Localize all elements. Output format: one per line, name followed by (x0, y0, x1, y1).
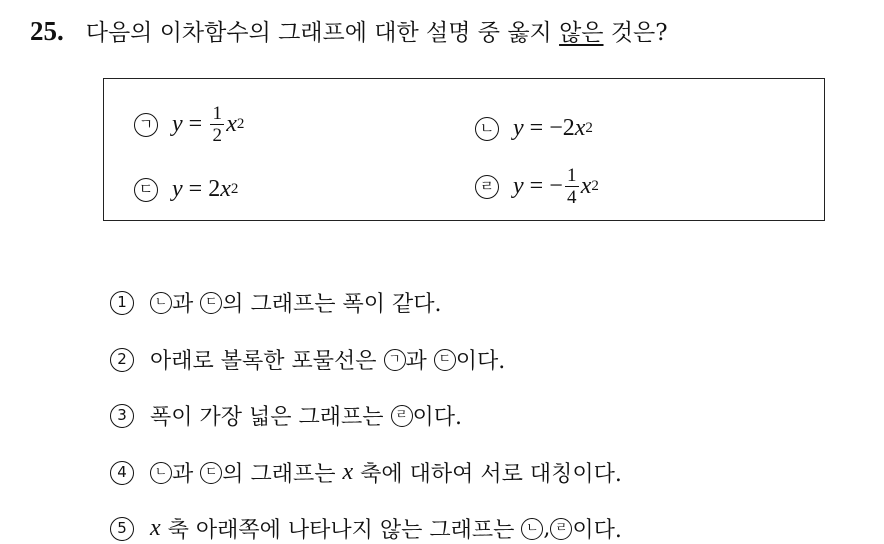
option-text: 의 그래프는 폭이 같다. (222, 292, 442, 317)
item-reference-mark: ㄴ (150, 292, 172, 314)
answer-option-2[interactable] (110, 344, 505, 375)
equation-c-exp: 2 (230, 181, 239, 197)
equation-b-lhs: y (513, 115, 524, 141)
item-mark-c: ㄷ (134, 178, 158, 202)
math-variable: x (342, 459, 354, 485)
option-text: 이다. (412, 405, 462, 430)
equation-c (172, 176, 238, 203)
answer-option-3[interactable] (110, 400, 462, 431)
option-text: 폭이 가장 넓은 그래프는 (150, 405, 391, 430)
equation-d-sign: − (549, 173, 563, 199)
fraction-d-den: 4 (567, 187, 577, 208)
fraction-a-num: 1 (212, 103, 222, 124)
equation-a-lhs: y (172, 111, 183, 137)
item-mark-d: ㄹ (475, 175, 499, 199)
item-reference-mark: ㄱ (384, 349, 406, 371)
equation-a-var: x (226, 111, 237, 137)
option-text: 의 그래프는 (222, 462, 343, 487)
function-box (103, 78, 825, 221)
equation-b-var: x (574, 115, 586, 141)
equation-a-exp: 2 (236, 116, 245, 132)
equation-b-eq: = (529, 115, 544, 141)
item-reference-mark: ㄷ (434, 349, 456, 371)
option-text: 이다. (455, 349, 506, 374)
fraction-a-den: 2 (212, 125, 222, 146)
option-text: 이다. (572, 518, 622, 543)
equation-d (513, 165, 599, 208)
function-item-d (475, 165, 599, 208)
option-text: 과 (172, 462, 201, 487)
option-number: 1 (110, 291, 134, 315)
item-mark-b: ㄴ (475, 117, 499, 141)
option-number: 2 (110, 348, 134, 372)
equation-c-coef: 2 (208, 176, 221, 202)
option-text: 축 아래쪽에 나타나지 않는 그래프는 (160, 518, 522, 543)
option-number: 5 (110, 517, 134, 541)
math-variable: x (150, 515, 161, 541)
question-number: 25. (30, 16, 64, 46)
item-reference-mark: ㄷ (200, 462, 222, 484)
option-text: 축에 대하여 서로 대칭이다. (353, 462, 622, 487)
option-text: 과 (172, 292, 201, 317)
function-item-a (134, 103, 244, 146)
equation-c-var: x (220, 176, 231, 202)
answer-option-4[interactable] (110, 457, 622, 488)
equation-b (513, 115, 593, 142)
item-reference-mark: ㄷ (200, 292, 222, 314)
item-reference-mark: ㄴ (150, 462, 172, 484)
option-text: 아래로 볼록한 포물선은 (150, 349, 384, 374)
question-underlined-word: 않은 (559, 20, 604, 46)
equation-d-eq: = (529, 173, 544, 199)
question-stem (30, 14, 668, 47)
fraction-d-num: 1 (567, 165, 577, 186)
equation-d-exp: 2 (591, 178, 599, 194)
equation-a (172, 103, 244, 146)
answer-option-5[interactable] (110, 513, 622, 544)
fraction-a (210, 103, 224, 146)
equation-d-lhs: y (513, 173, 524, 199)
question-text-before: 다음의 이차함수의 그래프에 대한 설명 중 옳지 (85, 20, 560, 46)
equation-b-exp: 2 (585, 120, 593, 136)
item-reference-mark: ㄴ (521, 518, 543, 540)
equation-c-lhs: y (172, 176, 183, 202)
option-number: 3 (110, 404, 134, 428)
equation-d-var: x (580, 173, 592, 199)
equation-b-coef: −2 (549, 115, 575, 141)
function-item-c (134, 176, 238, 203)
option-text: , (543, 516, 551, 541)
fraction-d (565, 165, 579, 208)
option-number: 4 (110, 461, 134, 485)
item-mark-a: ㄱ (134, 113, 158, 137)
item-reference-mark: ㄹ (550, 518, 572, 540)
equation-c-eq: = (188, 176, 203, 202)
option-text: 과 (405, 349, 434, 374)
question-text-after: 것은? (603, 20, 668, 46)
answer-option-1[interactable] (110, 287, 442, 318)
function-item-b (475, 115, 593, 142)
item-reference-mark: ㄹ (391, 405, 413, 427)
equation-a-eq: = (188, 111, 203, 137)
